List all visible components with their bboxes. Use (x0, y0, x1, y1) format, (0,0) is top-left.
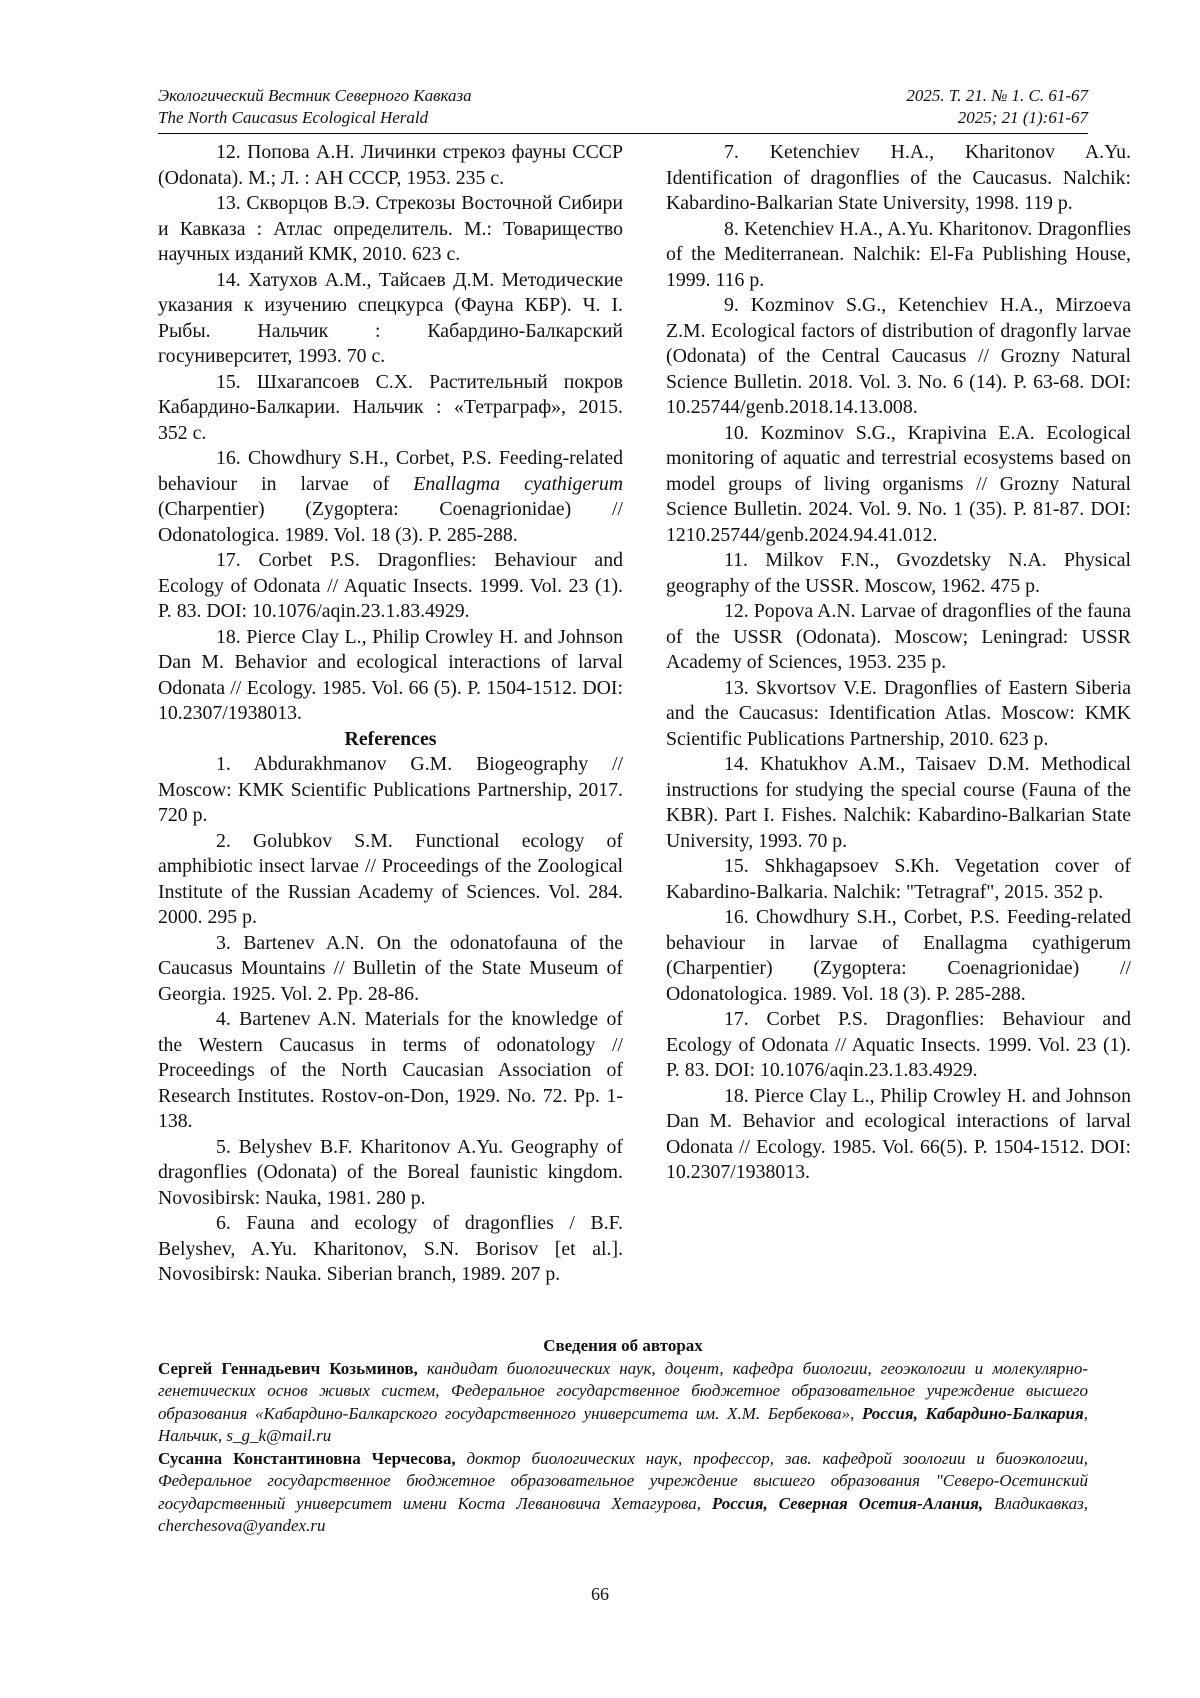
reference-item: 12. Popova A.N. Larvae of dragonflies of the fauna of the USSR (Odonata). Moscow; Leningrad: USSR Academy of Sciences, 1953. 235 p. (666, 600, 1131, 673)
author-name: Сергей Геннадьевич Козьминов, (158, 1358, 418, 1378)
reference-item: 15. Шхагапсоев С.Х. Растительный покров Кабардино-Балкарии. Нальчик : «Тетраграф», 2015. 352 с. (158, 370, 623, 444)
ref-text: (Charpentier) (Zygoptera: Coenagrionidae) // Odonatologica. 1989. Vol. 18 (3). P. 285-288. (158, 498, 623, 546)
reference-item (158, 446, 623, 548)
reference-item: 6. Fauna and ecology of dragonflies / B.F. Belyshev, A.Yu. Kharitonov, S.N. Borisov [et al.]. Novosibirsk: Nauka. Siberian branch, 1989. 207 p. (158, 1212, 623, 1285)
author-country: Россия, Кабардино-Балкария (862, 1403, 1084, 1423)
reference-item: 14. Хатухов А.М., Тайсаев Д.М. Методические указания к изучению спецкурса (Фауна КБР). Ч. I. Рыбы. Нальчик : Кабардино-Балкарский госуниверситет, 1993. 70 с. (158, 268, 623, 367)
author-contact: , Нальчик, s_g_k@mail.ru (158, 1403, 1088, 1445)
reference-item: 17. Corbet P.S. Dragonflies: Behaviour and Ecology of Odonata // Aquatic Insects. 1999. Vol. 23 (1). P. 83. DOI: 10.1076/aqin.23.1.83.4929. (158, 549, 623, 622)
reference-item: 17. Corbet P.S. Dragonflies: Behaviour and Ecology of Odonata // Aquatic Insects. 1999. Vol. 23 (1). P. 83. DOI: 10.1076/aqin.23.1.83.4929. (666, 1008, 1131, 1081)
reference-item: 15. Shkhagapsoev S.Kh. Vegetation cover of Kabardino-Balkaria. Nalchik: "Tetragraf", 2015. 352 p. (666, 855, 1131, 903)
reference-item: 5. Belyshev B.F. Kharitonov A.Yu. Geography of dragonflies (Odonata) of the Boreal faunistic kingdom. Novosibirsk: Nauka, 1981. 280 p. (158, 1135, 623, 1209)
author-entry (158, 1358, 1088, 1448)
species-name: Enallagma cyathigerum (413, 472, 623, 495)
author-name: Сусанна Константиновна Черчесова, (158, 1448, 456, 1468)
author-affiliation: кандидат биологических наук, доцент, кафедра биологии, геоэкологии и молекулярно-генетических основ живых систем, Федеральное государственное бюджетное образовательное учреждение высшего образования «Кабардино-Балкарского государственного университета им. Х.М. Бербекова», (158, 1358, 1088, 1423)
reference-item: 18. Pierce Clay L., Philip Crowley H. and Johnson Dan M. Behavior and ecological interactions of larval Odonata // Ecology. 1985. Vol. 66(5). P. 1504-1512. DOI: 10.2307/1938013. (666, 1084, 1131, 1183)
header-rule (158, 133, 1088, 134)
author-country: Россия, Северная Осетия-Алания, (711, 1493, 984, 1513)
author-entry (158, 1448, 1088, 1538)
reference-item: 1. Abdurakhmanov G.M. Biogeography // Moscow: KMK Scientific Publications Partnership, 2017. 720 p. (158, 753, 623, 826)
references-heading: References (344, 727, 437, 750)
reference-item: 8. Ketenchiev H.A., A.Yu. Kharitonov. Dragonflies of the Mediterranean. Nalchik: El-Fa Publishing House, 1999. 116 p. (666, 217, 1131, 291)
reference-item: 13. Skvortsov V.E. Dragonflies of Eastern Siberia and the Caucasus: Identification Atlas. Moscow: KMK Scientific Publications Partnership, 2010. 623 p. (666, 676, 1131, 750)
author-affiliation: доктор биологических наук, профессор, зав. кафедрой зоологии и биоэкологии, Федеральное государственное бюджетное образовательное учреждение высшего образования "Северо-Осетинский государственный университет имени Коста Левановича Хетагурова, (158, 1448, 1088, 1513)
right-column (666, 140, 1131, 1186)
reference-item: 13. Скворцов В.Э. Стрекозы Восточной Сибири и Кавказа : Атлас определитель. М.: Товарищество научных изданий КМК, 2010. 623 с. (158, 192, 623, 265)
reference-item: 9. Kozminov S.G., Ketenchiev H.A., Mirzoeva Z.M. Ecological factors of distribution of dragonfly larvae (Odonata) of the Central Caucasus // Grozny Natural Science Bulletin. 2018. Vol. 3. No. 6 (14). P. 63-68. DOI: 10.25744/genb.2018.14.13.008. (666, 294, 1131, 418)
issue-info-en: 2025; 21 (1):61-67 (957, 108, 1088, 127)
author-contact: Владикавказ, cherchesova@yandex.ru (158, 1493, 1088, 1535)
author-info-heading: Сведения об авторах (543, 1336, 703, 1355)
page-number: 66 (591, 1584, 609, 1604)
issue-info-ru: 2025. Т. 21. № 1. С. 61-67 (906, 86, 1088, 105)
reference-item: 2. Golubkov S.M. Functional ecology of amphibiotic insect larvae // Proceedings of the Zoological Institute of the Russian Academy of Sciences. Vol. 284. 2000. 295 p. (158, 829, 623, 928)
reference-item: 16. Chowdhury S.H., Corbet, P.S. Feeding-related behaviour in larvae of Enallagma cyathigerum (Charpentier) (Zygoptera: Coenagrionidae) // Odonatologica. 1989. Vol. 18 (3). P. 285-288. (666, 906, 1131, 1005)
journal-title-ru: Экологический Вестник Северного Кавказа (158, 86, 472, 105)
reference-item: 4. Bartenev A.N. Materials for the knowledge of the Western Caucasus in terms of odonatology // Proceedings of the North Caucasian Association of Research Institutes. Rostov-on-Don, 1929. No. 72. Pp. 1-138. (158, 1008, 623, 1132)
reference-item: 3. Bartenev A.N. On the odonatofauna of the Caucasus Mountains // Bulletin of the State Museum of Georgia. 1925. Vol. 2. Pp. 28-86. (158, 931, 623, 1005)
author-info (158, 1335, 1088, 1538)
reference-item: 14. Khatukhov A.M., Taisaev D.M. Methodical instructions for studying the special course (Fauna of the KBR). Part I. Fishes. Nalchik: Kabardino-Balkarian State University, 1993. 70 p. (666, 753, 1131, 852)
left-column (158, 140, 623, 1288)
reference-item: 7. Ketenchiev H.A., Kharitonov A.Yu. Identification of dragonflies of the Caucasus. Nalchik: Kabardino-Balkarian State University, 1998. 119 p. (666, 141, 1131, 214)
reference-item: 11. Milkov F.N., Gvozdetsky N.A. Physical geography of the USSR. Moscow, 1962. 475 p. (666, 549, 1131, 597)
journal-title-en: The North Caucasus Ecological Herald (158, 108, 429, 127)
ref-text: 16. Chowdhury S.H., Corbet, P.S. Feeding-related behaviour in larvae of (158, 447, 623, 495)
reference-item: 10. Kozminov S.G., Krapivina E.A. Ecological monitoring of aquatic and terrestrial ecosystems based on model groups of living organisms // Grozny Natural Science Bulletin. 2024. Vol. 9. No. 1 (35). P. 81-87. DOI: 1210.25744/genb.2024.94.41.012. (666, 421, 1131, 546)
reference-item: 18. Pierce Clay L., Philip Crowley H. and Johnson Dan M. Behavior and ecological interactions of larval Odonata // Ecology. 1985. Vol. 66 (5). P. 1504-1512. DOI: 10.2307/1938013. (158, 625, 623, 724)
reference-item: 12. Попова А.Н. Личинки стрекоз фауны СССР (Odonata). М.; Л. : АН СССР, 1953. 235 с. (158, 141, 623, 189)
